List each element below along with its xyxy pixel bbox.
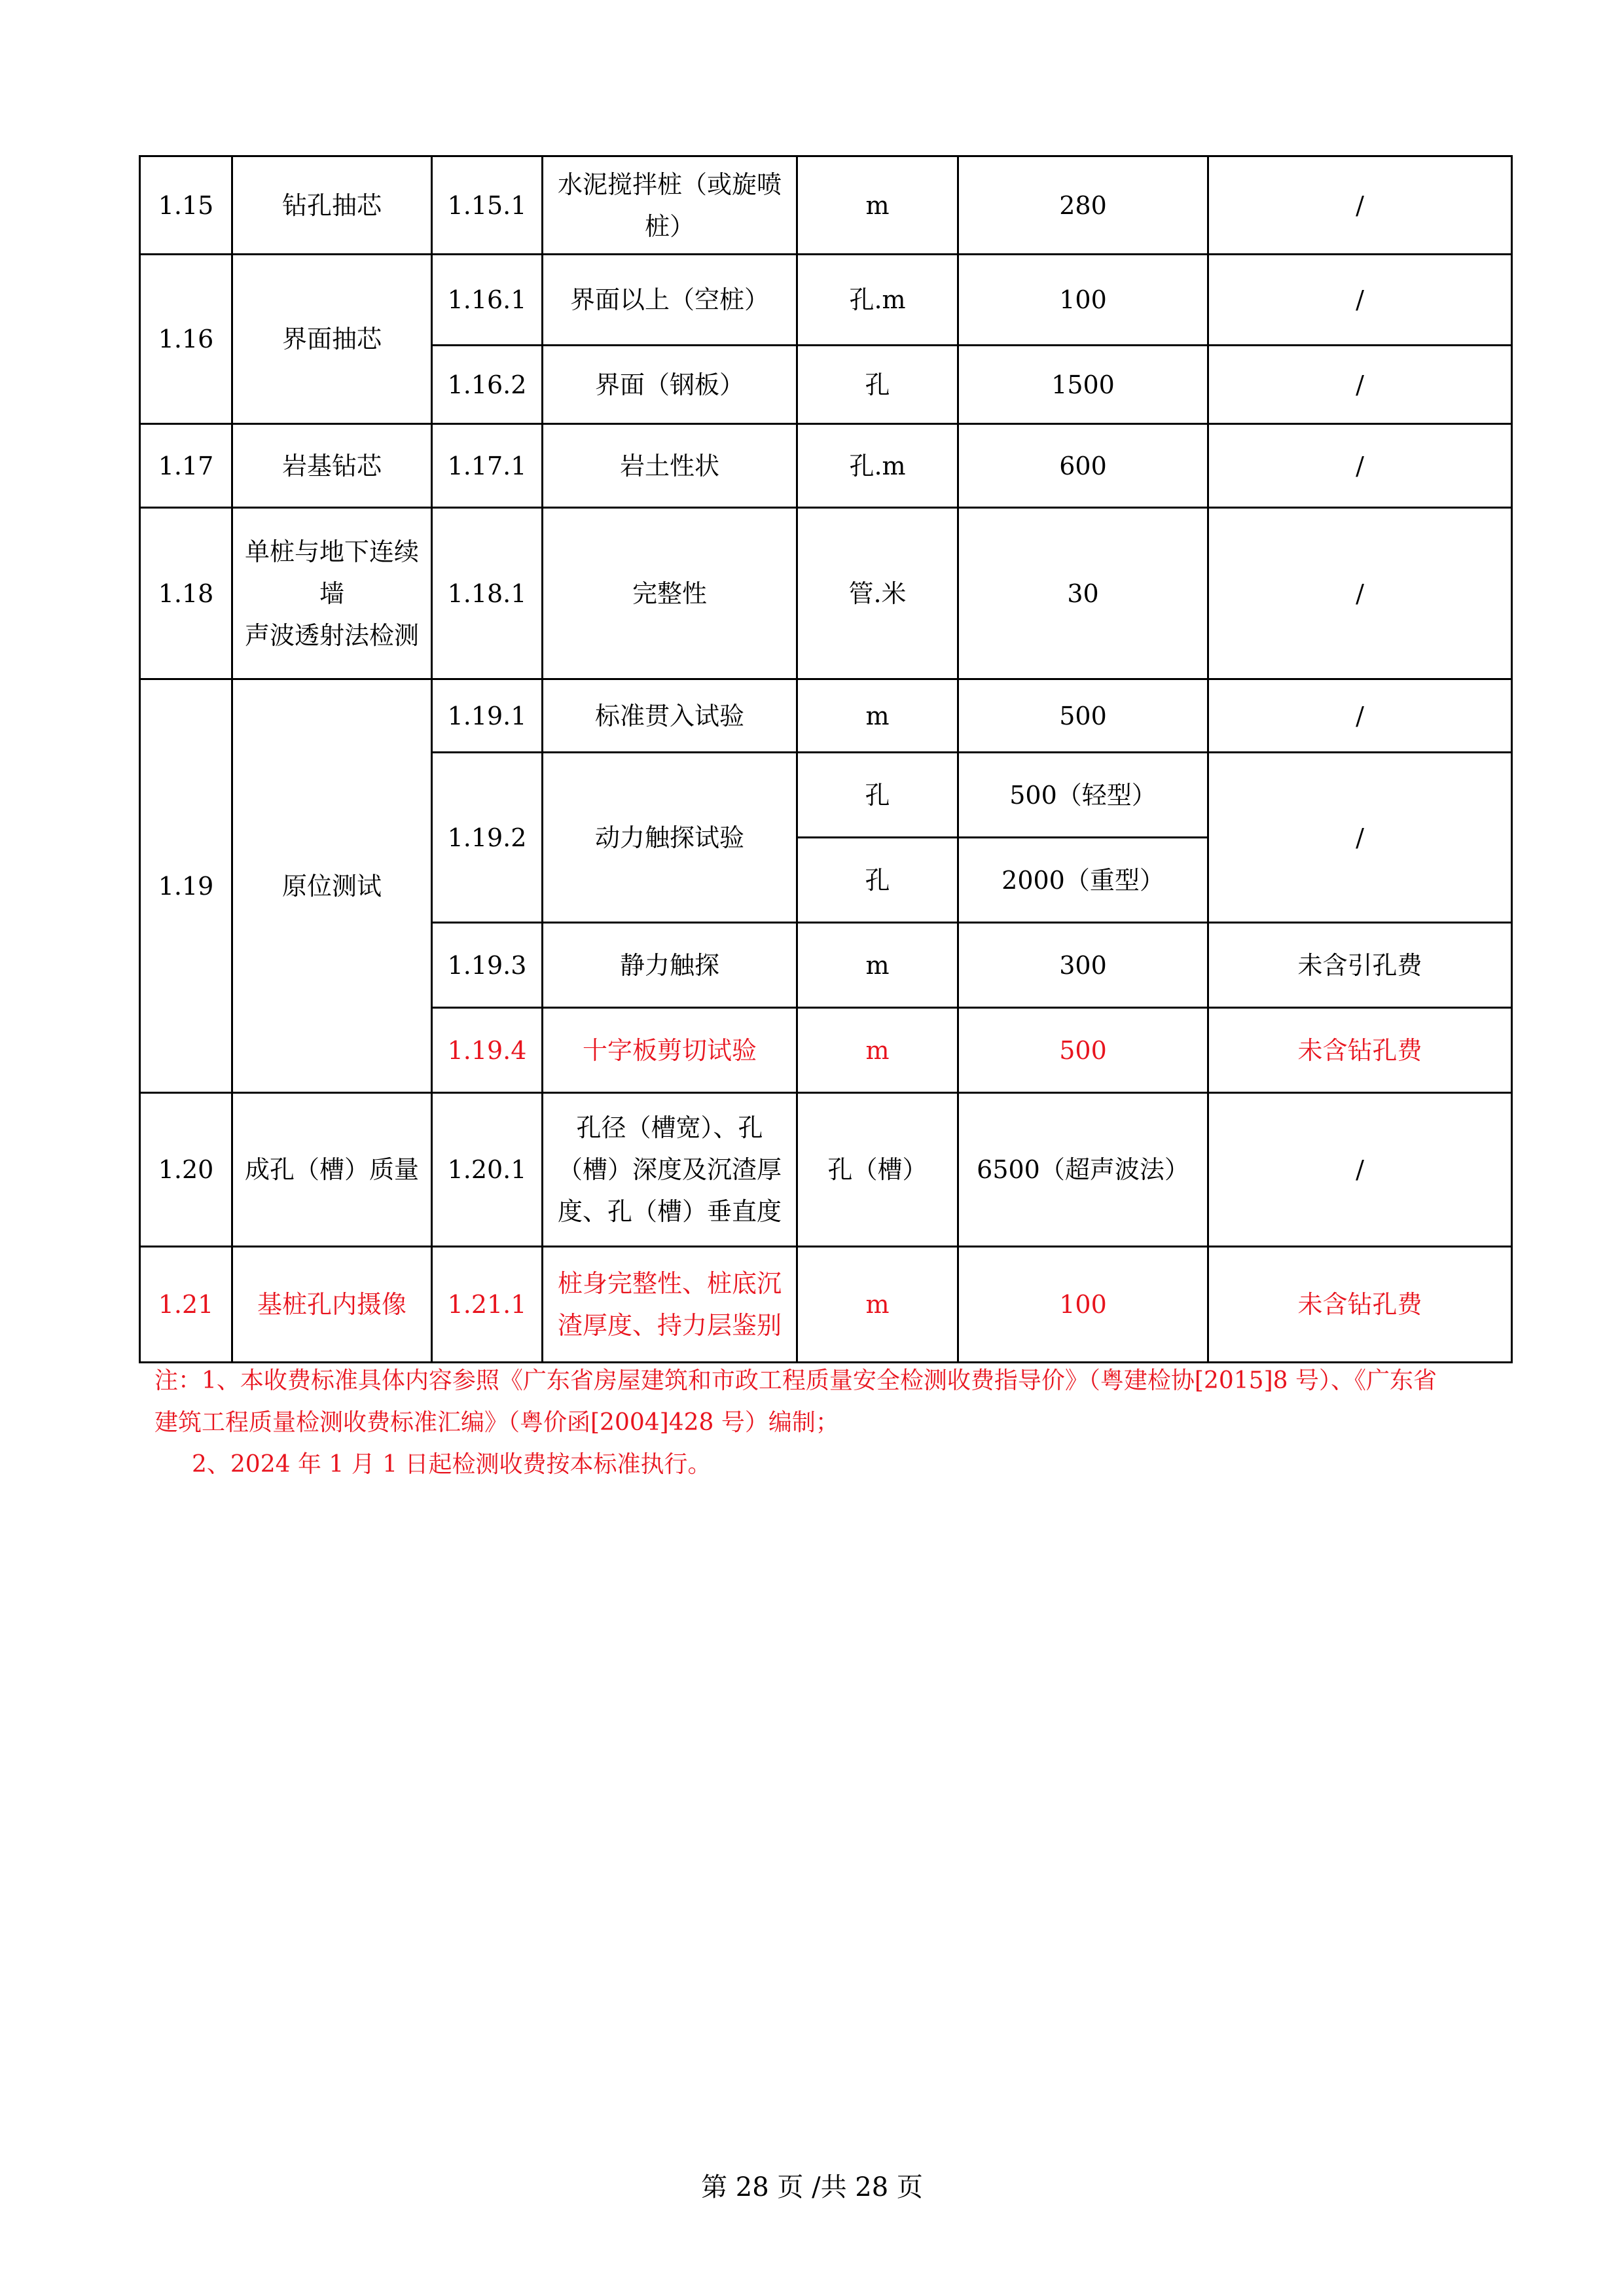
note-line-3: 2、2024 年 1 月 1 日起检测收费按本标准执行。 [192,1451,712,1478]
unit: m [797,1247,958,1363]
remark: 未含引孔费 [1208,923,1512,1008]
sub-item-number: 1.19.2 [432,753,543,923]
test-content: 水泥搅拌桩（或旋喷桩） [543,156,797,255]
price: 1500 [958,346,1208,424]
unit: m [797,156,958,255]
item-number: 1.21 [140,1247,232,1363]
item-name: 岩基钻芯 [232,424,432,508]
sub-item-number: 1.19.4 [432,1008,543,1093]
sub-item-number: 1.17.1 [432,424,543,508]
table-row [140,508,1512,679]
test-content: 岩土性状 [543,424,797,508]
item-name: 原位测试 [232,679,432,1093]
price: 30 [958,508,1208,679]
fee-table [139,155,1513,1363]
test-content: 十字板剪切试验 [543,1008,797,1093]
test-content: 孔径（槽宽）、孔（槽）深度及沉渣厚度、孔（槽）垂直度 [543,1093,797,1247]
remark: / [1208,679,1512,753]
remark: / [1208,346,1512,424]
item-name: 成孔（槽）质量 [232,1093,432,1247]
item-number: 1.16 [140,255,232,424]
remark: / [1208,508,1512,679]
sub-item-number: 1.18.1 [432,508,543,679]
test-content: 标准贯入试验 [543,679,797,753]
test-content: 完整性 [543,508,797,679]
item-number: 1.17 [140,424,232,508]
test-content: 界面以上（空桩） [543,255,797,346]
unit: 孔.m [797,424,958,508]
price: 600 [958,424,1208,508]
test-content: 桩身完整性、桩底沉渣厚度、持力层鉴别 [543,1247,797,1363]
item-name-line: 单桩与地下连续墙 [244,537,419,608]
price: 100 [958,255,1208,346]
price: 2000（重型） [958,838,1208,923]
sub-item-number: 1.16.1 [432,255,543,346]
test-content: 静力触探 [543,923,797,1008]
table-row [140,1093,1512,1247]
item-name: 界面抽芯 [232,255,432,424]
sub-item-number: 1.16.2 [432,346,543,424]
price: 6500（超声波法） [958,1093,1208,1247]
unit: 管.米 [797,508,958,679]
note-line-2: 建筑工程质量检测收费标准汇编》（粤价函[2004]428 号）编制； [154,1409,839,1436]
price: 280 [958,156,1208,255]
item-name [232,508,432,679]
test-content: 动力触探试验 [543,753,797,923]
unit: 孔 [797,838,958,923]
item-number: 1.20 [140,1093,232,1247]
remark: / [1208,156,1512,255]
table-row [140,679,1512,753]
remark: 未含钻孔费 [1208,1247,1512,1363]
unit: m [797,1008,958,1093]
unit: 孔 [797,753,958,838]
unit: 孔.m [797,255,958,346]
sub-item-number: 1.21.1 [432,1247,543,1363]
unit: m [797,923,958,1008]
page-footer: 第 28 页 /共 28 页 [701,2172,923,2202]
remark: 未含钻孔费 [1208,1008,1512,1093]
table-row [140,1247,1512,1363]
price: 500（轻型） [958,753,1208,838]
item-name: 基桩孔内摄像 [232,1247,432,1363]
test-content: 界面（钢板） [543,346,797,424]
table-row [140,255,1512,346]
sub-item-number: 1.15.1 [432,156,543,255]
sub-item-number: 1.20.1 [432,1093,543,1247]
unit: 孔（槽） [797,1093,958,1247]
table-row [140,156,1512,255]
price: 300 [958,923,1208,1008]
remark: / [1208,1093,1512,1247]
item-name-line: 声波透射法检测 [244,620,419,650]
item-number: 1.18 [140,508,232,679]
note-line-1: 注：1、本收费标准具体内容参照《广东省房屋建筑和市政工程质量安全检测收费指导价》（粤建检协[2015]8 号）、《广东省 [154,1367,1437,1394]
price: 100 [958,1247,1208,1363]
item-name: 钻孔抽芯 [232,156,432,255]
table-row [140,424,1512,508]
unit: m [797,679,958,753]
sub-item-number: 1.19.1 [432,679,543,753]
sub-item-number: 1.19.3 [432,923,543,1008]
remark: / [1208,255,1512,346]
unit: 孔 [797,346,958,424]
item-number: 1.19 [140,679,232,1093]
remark: / [1208,753,1512,923]
item-number: 1.15 [140,156,232,255]
remark: / [1208,424,1512,508]
price: 500 [958,679,1208,753]
price: 500 [958,1008,1208,1093]
